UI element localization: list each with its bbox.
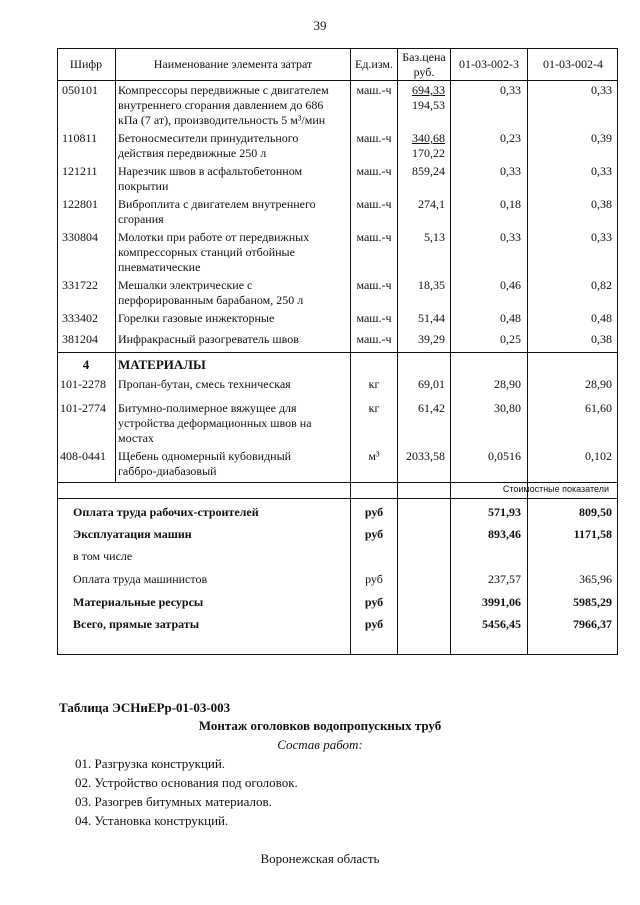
header-unit: Ед.изм. [354,57,394,71]
machine-value-1: 0,48 [500,311,521,325]
machine-value-2: 0,48 [591,311,612,325]
machine-unit: маш.-ч [356,131,392,145]
machine-code: 121211 [62,164,98,178]
machine-price-secondary: 194,53 [412,98,445,112]
machine-value-2: 0,82 [591,278,612,292]
work-item: 02. Устройство основания под оголовок. [75,775,298,790]
summary-unit: руб [364,617,384,631]
summary-value-1: 3991,06 [482,595,521,609]
summary-unit: руб [364,595,384,609]
machine-name: Виброплита с двигателем внутреннего [118,197,316,211]
machine-value-2: 0,33 [591,230,612,244]
machine-value-2: 0,39 [591,131,612,145]
machine-name: кПа (7 ат), производительность 5 м³/мин [118,113,326,127]
composition-title: Состав работ: [277,737,363,752]
machine-value-2: 0,38 [591,197,612,211]
machine-name: Мешалки электрические с [118,278,253,292]
summary-label: Эксплуатация машин [73,527,192,541]
machine-name: действия передвижные 250 л [118,146,267,160]
header-code: Шифр [69,57,103,71]
machine-unit: маш.-ч [356,311,392,325]
machine-code: 050101 [62,83,98,97]
machine-value-2: 0,33 [591,164,612,178]
machine-price: 274,1 [418,197,445,211]
material-value-2: 0,102 [585,449,612,463]
summary-label: Оплата труда рабочих-строителей [73,505,259,519]
region-footer: Воронежская область [260,851,380,866]
summary-value-2: 5985,29 [573,595,612,609]
machine-value-2: 0,38 [591,332,612,346]
material-value-1: 30,80 [494,401,521,415]
machine-name: пневматические [118,260,201,274]
machine-value-1: 0,18 [500,197,521,211]
machine-price: 5,13 [424,230,445,244]
machine-name: Нарезчик швов в асфальтобетонном [118,164,303,178]
machine-value-2: 0,33 [591,83,612,97]
material-code: 101-2774 [60,401,106,415]
machine-name: внутреннего сгорания давлением до 686 [118,98,324,112]
machine-name: Бетоносмесители принудительного [118,131,299,145]
machine-price: 340,68 [412,131,445,145]
table-title: Таблица ЭСНиЕРр-01-03-003 [59,700,231,715]
material-name: Битумно-полимерное вяжущее для [118,401,297,415]
machine-code: 331722 [62,278,98,292]
machine-name: покрытии [118,179,169,193]
material-code: 101-2278 [60,377,106,391]
machine-price: 51,44 [418,311,445,325]
cost-indicators-label: Стоимостные показатели [502,484,609,494]
machine-name: Инфракрасный разогреватель швов [118,332,299,346]
machine-value-1: 0,46 [500,278,521,292]
material-name: Пропан-бутан, смесь техническая [118,377,291,391]
machine-value-1: 0,33 [500,164,521,178]
work-title: Монтаж оголовков водопропускных труб [198,718,442,733]
machine-unit: маш.-ч [356,332,392,346]
machine-price: 18,35 [418,278,445,292]
page-number: 39 [313,18,327,33]
work-item: 01. Разгрузка конструкций. [75,756,226,771]
machine-name: перфорированным барабаном, 250 л [118,293,304,307]
material-unit: кг [368,377,380,391]
machine-name: Горелки газовые инжекторные [118,311,275,325]
machine-value-1: 0,23 [500,131,521,145]
material-name: устройства деформационных швов на [118,416,312,430]
header-col2: 01-03-002-4 [543,57,603,71]
machine-price: 39,29 [418,332,445,346]
material-value-1: 0,0516 [488,449,521,463]
section-separator [57,352,618,353]
machine-name: Компрессоры передвижные с двигателем [118,83,329,97]
summary-unit: руб [364,505,384,519]
summary-label: Материальные ресурсы [73,595,204,609]
machine-code: 110811 [62,131,98,145]
material-price: 69,01 [418,377,445,391]
machine-name: сгорания [118,212,164,226]
machine-unit: маш.-ч [356,164,392,178]
machine-price-secondary: 170,22 [412,146,445,160]
material-name: габбро-диабазовый [118,464,217,478]
machine-name: Молотки при работе от передвижных [118,230,310,244]
col-divider [115,48,116,482]
summary-label: в том числе [73,549,133,563]
summary-value-2: 1171,58 [573,527,612,541]
work-item: 03. Разогрев битумных материалов. [75,794,272,809]
header-col1: 01-03-002-3 [459,57,519,71]
machine-value-1: 0,25 [500,332,521,346]
summary-label: Всего, прямые затраты [73,617,200,631]
header-name: Наименование элемента затрат [153,57,313,71]
machine-code: 122801 [62,197,98,211]
machine-price: 859,24 [412,164,445,178]
machine-unit: маш.-ч [356,230,392,244]
machine-name: компрессорных станций отбойные [118,245,295,259]
summary-value-2: 7966,37 [573,617,612,631]
machine-unit: маш.-ч [356,83,392,97]
summary-value-1: 237,57 [488,572,521,586]
header-separator [57,80,618,81]
header-price: Баз.цена [402,50,446,64]
summary-value-2: 809,50 [579,505,612,519]
summary-label: Оплата труда машинистов [73,572,208,586]
summary-unit: руб [364,527,384,541]
machine-unit: маш.-ч [356,197,392,211]
work-item: 04. Установка конструкций. [75,813,229,828]
material-name: мостах [118,431,154,445]
summary-value-1: 571,93 [488,505,521,519]
machine-code: 330804 [62,230,98,244]
header-price-unit: руб. [413,65,435,79]
material-value-1: 28,90 [494,377,521,391]
section-code: 4 [82,357,90,372]
material-unit: кг [368,401,380,415]
machine-value-1: 0,33 [500,230,521,244]
material-value-2: 28,90 [585,377,612,391]
summary-value-1: 893,46 [488,527,521,541]
summary-value-1: 5456,45 [482,617,521,631]
machine-code: 381204 [62,332,98,346]
section-title: МАТЕРИАЛЫ [118,357,206,372]
material-unit: м³ [368,449,380,463]
material-code: 408-0441 [60,449,106,463]
summary-separator [57,498,618,499]
machine-code: 333402 [62,311,98,325]
summary-value-2: 365,96 [579,572,612,586]
materials-end-separator [57,482,618,483]
machine-value-1: 0,33 [500,83,521,97]
material-name: Щебень одномерный кубовидный [118,449,292,463]
machine-price: 694,33 [412,83,445,97]
summary-unit: руб [365,572,383,586]
material-price: 2033,58 [406,449,445,463]
material-price: 61,42 [418,401,445,415]
machine-unit: маш.-ч [356,278,392,292]
material-value-2: 61,60 [585,401,612,415]
